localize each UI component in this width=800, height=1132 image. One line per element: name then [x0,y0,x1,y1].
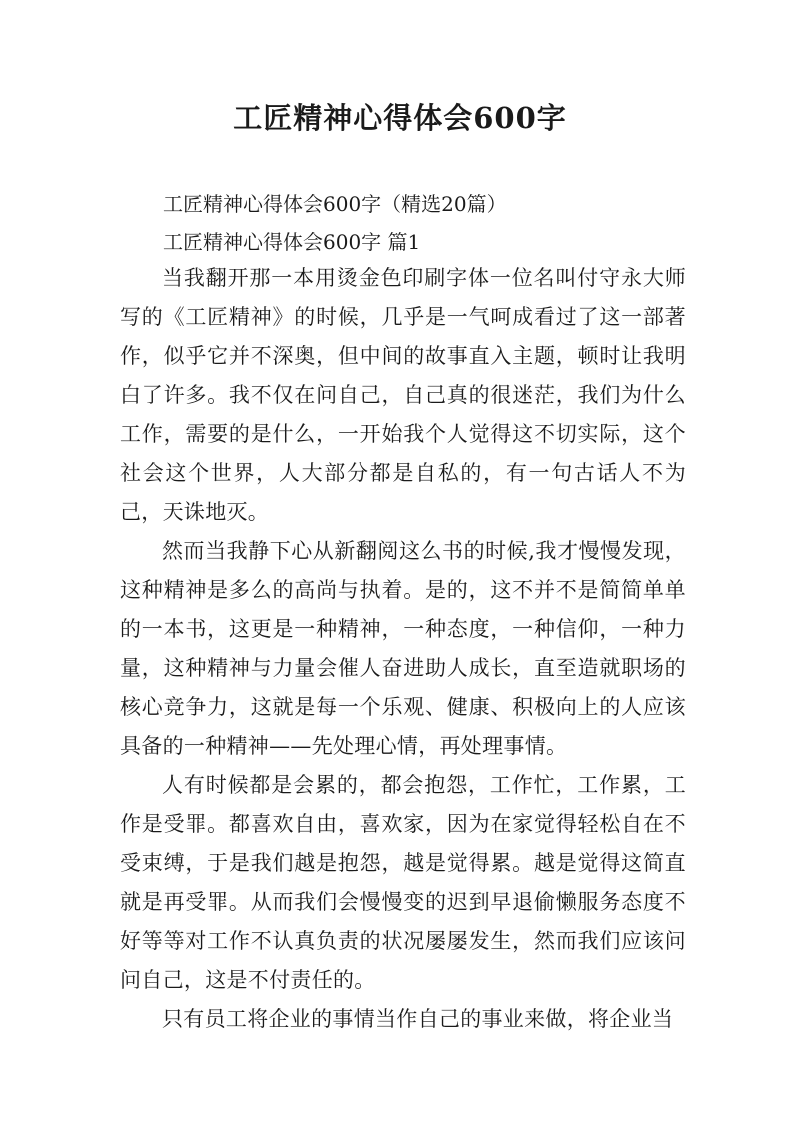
paragraph: 只有员工将企业的事情当作自己的事业来做，将企业当 [162,1007,674,1031]
document-title: 工匠精神心得体会600字 [233,101,567,135]
paragraph: 当我翻开那一本用烫金色印刷字体一位名叫付守永大师写的《工匠精神》的时候，几乎是一气呵成看过了这一部著作，似乎它并不深奥，但中间的故事直入主题，顿时让我明白了许多。我不仅在问自己，自己真的很迷茫，我们为什么工作，需要的是什么，一开始我个人觉得这不切实际，这个社会这个世界，人大部分都是自私的，有一句古话人不为己，天诛地灭。 [120,266,686,524]
paragraph: 然而当我静下心从新翻阅这么书的时候,我才慢慢发现，这种精神是多么的高尚与执着。是的，这不并不是简简单单的一本书，这更是一种精神，一种态度，一种信仰，一种力量，这种精神与力量会催人奋进助人成长，直至造就职场的核心竞争力，这就是每一个乐观、健康、积极向上的人应该具备的一种精神——先处理心情，再处理事情。 [120,539,686,758]
collection-subtitle: 工匠精神心得体会600字（精选20篇） [163,192,507,216]
paragraph: 人有时候都是会累的，都会抱怨，工作忙，工作累，工作是受罪。都喜欢自由，喜欢家，因为在家觉得轻松自在不受束缚，于是我们越是抱怨，越是觉得累。越是觉得这简直就是再受罪。从而我们会慢慢变的迟到早退偷懒服务态度不好等等对工作不认真负责的状况屡屡发生，然而我们应该问问自己，这是不付责任的。 [120,773,686,992]
article-heading: 工匠精神心得体会600字 篇1 [163,230,421,254]
article-body [120,259,686,1039]
